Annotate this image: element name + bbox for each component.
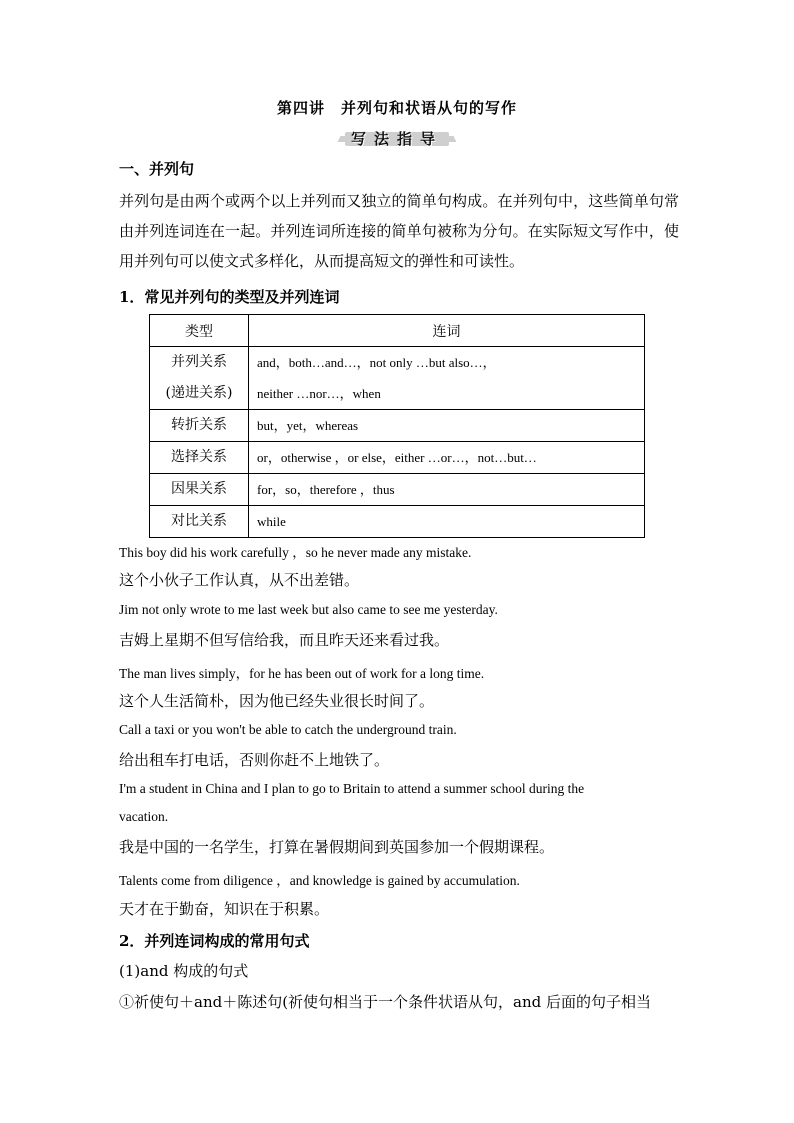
words-line: and，both…and…，not only …but also…，: [257, 355, 496, 370]
table-cell-type: [150, 347, 249, 410]
subsection-heading: 1．常见并列句的类型及并列连词: [119, 288, 340, 306]
subsection-item: (1)and 构成的句式: [119, 962, 249, 980]
table-cell-words: or，otherwise ，or else，either …or…，not…but…: [249, 442, 645, 474]
table-cell-type: 选择关系: [150, 442, 249, 474]
table-row: [150, 442, 645, 474]
example-chinese: 这个小伙子工作认真，从不出差错。: [119, 571, 360, 589]
table-cell-words: [249, 347, 645, 410]
table-header-type: 类型: [150, 315, 249, 347]
example-chinese: 我是中国的一名学生，打算在暑假期间到英国参加一个假期课程。: [119, 838, 555, 856]
page-title: 第四讲 并列句和状语从句的写作: [276, 99, 517, 117]
example-english: Talents come from diligence ，and knowledge is gained by accumulation.: [119, 873, 520, 888]
table-cell-type: 转折关系: [150, 410, 249, 442]
example-chinese: 天才在于勤奋，知识在于积累。: [119, 900, 330, 918]
table-header-row: [150, 315, 645, 347]
table-cell-words: for，so，therefore ，thus: [249, 474, 645, 506]
table-row: [150, 410, 645, 442]
table-cell-type: 因果关系: [150, 474, 249, 506]
words-line: neither …nor…，when: [257, 386, 381, 401]
conjunction-table: [149, 314, 645, 538]
intro-paragraph: 并列句是由两个或两个以上并列而又独立的简单句构成。在并列句中，这些简单句常由并列连词连在一起。并列连词所连接的简单句被称为分句。在实际短文写作中，使用并列句可以使文式多样化，从而提高短文的弹性和可读性。: [119, 192, 679, 270]
type-line: (递进关系): [165, 385, 233, 401]
section-banner: [345, 128, 449, 150]
table-header-words: 连词: [249, 315, 645, 347]
table-cell-words: but，yet，whereas: [249, 410, 645, 442]
example-chinese: 给出租车打电话，否则你赶不上地铁了。: [119, 751, 390, 769]
example-english: Call a taxi or you won't be able to catch the underground train.: [119, 722, 457, 737]
type-line: 并列关系: [171, 354, 227, 370]
example-english: Jim not only wrote to me last week but also came to see me yesterday.: [119, 602, 498, 617]
example-english: vacation.: [119, 809, 169, 824]
table-cell-words: while: [249, 506, 645, 538]
example-english: I'm a student in China and I plan to go to Britain to attend a summer school during the: [119, 781, 585, 796]
example-english: The man lives simply，for he has been out of work for a long time.: [119, 666, 485, 681]
subsection-item-text: ①祈使句＋and＋陈述句(祈使句相当于一个条件状语从句，and 后面的句子相当: [119, 993, 652, 1011]
banner-label: 写法指导: [350, 130, 443, 148]
subsection-heading: 2．并列连词构成的常用句式: [119, 932, 310, 950]
section-heading: 一、并列句: [119, 160, 195, 178]
example-english: This boy did his work carefully ，so he never made any mistake.: [119, 545, 472, 560]
table-row: [150, 506, 645, 538]
table-row: [150, 474, 645, 506]
example-chinese: 这个人生活简朴，因为他已经失业很长时间了。: [119, 692, 435, 710]
example-chinese: 吉姆上星期不但写信给我，而且昨天还来看过我。: [119, 631, 450, 649]
table-row: [150, 347, 645, 410]
table-cell-type: 对比关系: [150, 506, 249, 538]
